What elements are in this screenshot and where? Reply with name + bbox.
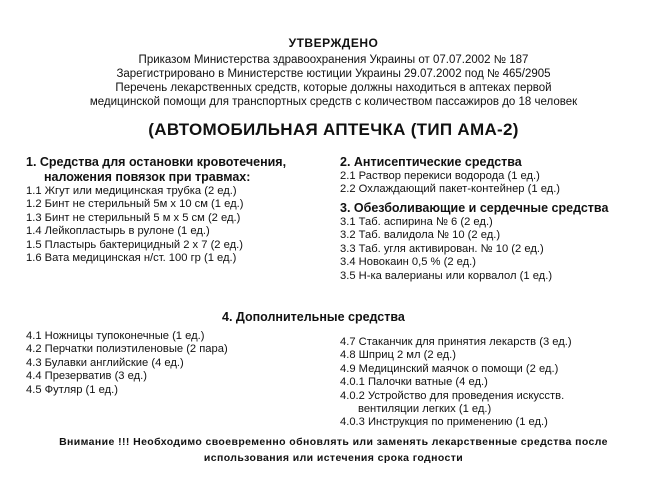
- approved-stamp: УТВЕРЖДЕНО: [288, 36, 379, 50]
- list-item-continuation: вентиляции легких (1 ед.): [358, 403, 492, 416]
- list-item: 3.1 Таб. аспирина № 6 (2 ед.): [340, 216, 493, 228]
- list-item: 1.5 Пластырь бактерицидный 2 х 7 (2 ед.): [26, 238, 243, 251]
- registration-line: Зарегистрировано в Министерстве юстиции Украины 29.07.2002 под № 465/2905: [116, 68, 551, 80]
- warning-line-2: использования или истечения срока годности: [203, 452, 464, 464]
- list-item: 4.0.3 Инструкция по применению (1 ед.): [340, 416, 548, 429]
- list-item: 3.2 Таб. валидола № 10 (2 ед.): [340, 229, 501, 242]
- document-title: (АВТОМОБИЛЬНАЯ АПТЕЧКА (ТИП АМА-2): [148, 120, 519, 139]
- warning-line-1: Внимание !!! Необходимо своевременно обновлять или заменять лекарственные средства после: [59, 436, 608, 448]
- list-item: 4.9 Медицинский маячок о помощи (2 ед.): [340, 362, 559, 375]
- section-2: [340, 155, 560, 197]
- list-item: 2.1 Раствор перекиси водорода (1 ед.): [340, 170, 540, 182]
- list-item: 4.1 Ножницы тупоконечные (1 ед.): [26, 330, 205, 342]
- list-item: 4.4 Презерватив (3 ед.): [26, 370, 147, 383]
- section-4-left: [26, 330, 228, 397]
- list-item: 3.5 Н-ка валерианы или корвалол (1 ед.): [340, 269, 553, 282]
- section-4-right: [340, 336, 572, 430]
- list-item: 3.3 Таб. угля активирован. № 10 (2 ед.): [340, 242, 544, 255]
- list-item: 4.8 Шприц 2 мл (2 ед.): [340, 349, 457, 362]
- list-description-line-2: медицинской помощи для транспортных средств с количеством пассажиров до 18 человек: [89, 96, 578, 108]
- list-item: 4.7 Стаканчик для принятия лекарств (3 ед.): [340, 336, 572, 348]
- list-item: 4.2 Перчатки полиэтиленовые (2 пара): [26, 343, 228, 356]
- section-1-heading-line-2: наложения повязок при травмах:: [44, 170, 251, 184]
- list-item: 3.4 Новокаин 0,5 % (2 ед.): [340, 256, 477, 269]
- list-item: 4.5 Футляр (1 ед.): [26, 383, 118, 396]
- list-item: 1.4 Лейкопластырь в рулоне (1 ед.): [26, 225, 210, 238]
- section-3: [340, 201, 608, 283]
- section-1: [26, 155, 286, 265]
- list-item: 4.3 Булавки английские (4 ед.): [26, 356, 184, 369]
- list-item: 4.0.2 Устройство для проведения искусств.: [340, 389, 565, 402]
- warning-note: [0, 434, 667, 466]
- section-1-heading-line-1: 1. Средства для остановки кровотечения,: [26, 155, 287, 169]
- section-3-heading: 3. Обезболивающие и сердечные средства: [340, 201, 609, 215]
- section-4-heading: 4. Дополнительные средства: [222, 310, 405, 324]
- list-item: 1.1 Жгут или медицинская трубка (2 ед.): [26, 185, 237, 197]
- list-item: 2.2 Охлаждающий пакет-контейнер (1 ед.): [340, 183, 561, 196]
- section-2-heading: 2. Антисептические средства: [340, 155, 522, 169]
- list-item: 4.0.1 Палочки ватные (4 ед.): [340, 376, 488, 389]
- list-item: 1.2 Бинт не стерильный 5м х 10 см (1 ед.): [26, 198, 244, 211]
- list-item: 1.3 Бинт не стерильный 5 м х 5 см (2 ед.): [26, 211, 241, 224]
- list-item: 1.6 Вата медицинская н/ст. 100 гр (1 ед.): [26, 252, 237, 265]
- list-description-line-1: Перечень лекарственных средств, которые должны находиться в аптеках первой: [115, 82, 552, 94]
- order-line: Приказом Министерства здравоохранения Украины от 07.07.2002 № 187: [138, 54, 529, 66]
